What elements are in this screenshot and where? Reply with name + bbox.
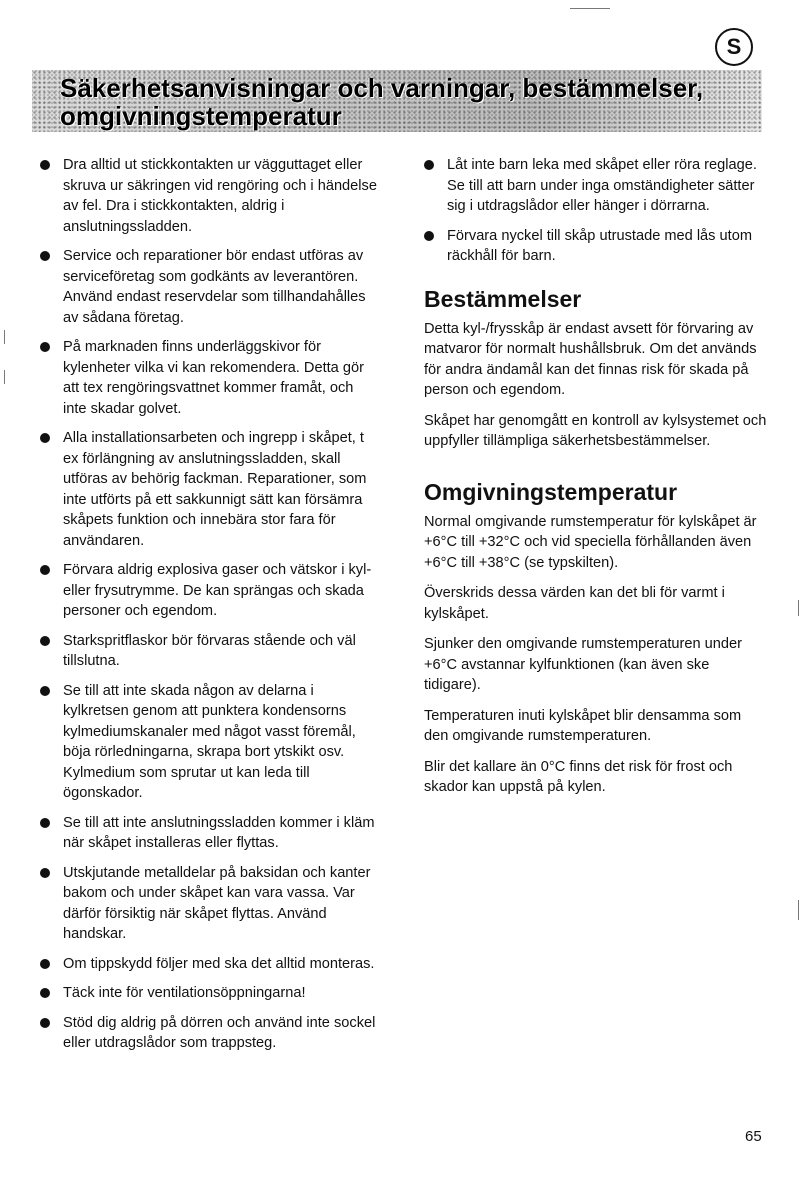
section-heading-omgivningstemperatur: Omgivningstemperatur	[424, 478, 678, 505]
list-item-text: Om tippskydd följer med ska det alltid monteras.	[63, 955, 375, 972]
bullet-icon	[40, 433, 50, 443]
list-item	[40, 1013, 380, 1054]
bullet-icon	[424, 231, 434, 241]
right-column	[424, 155, 769, 808]
bullet-icon	[40, 342, 50, 352]
bullet-icon	[40, 1018, 50, 1028]
list-item	[40, 983, 380, 1004]
list-item-text: Förvara aldrig explosiva gaser och vätskor i kyl- eller frysutrymme. De kan sprängas och skada personer och egendom.	[63, 562, 372, 619]
list-item	[424, 226, 769, 267]
scan-mark	[798, 900, 799, 920]
bullet-icon	[40, 686, 50, 696]
paragraph: Sjunker den omgivande rumstemperaturen under +6°C avstannar kylfunktionen (kan även ske tidigare).	[424, 636, 742, 693]
list-item-text: Låt inte barn leka med skåpet eller röra reglage. Se till att barn under inga omständigheter sätter sig i utdragslådor eller hänger i dörrarna.	[447, 157, 757, 214]
bullet-icon	[40, 959, 50, 969]
list-item	[40, 246, 380, 328]
paragraph: Överskrids dessa värden kan det bli för varmt i kylskåpet.	[424, 585, 725, 622]
list-item-text: Se till att inte anslutningssladden kommer i kläm när skåpet installeras eller flyttas.	[63, 814, 375, 851]
list-item	[424, 155, 769, 217]
bullet-icon	[424, 160, 434, 170]
list-item	[40, 337, 380, 419]
country-code-label: S	[726, 34, 742, 59]
paragraph: Blir det kallare än 0°C finns det risk för frost och skador kan uppstå på kylen.	[424, 758, 733, 795]
paragraph: Detta kyl-/frysskåp är endast avsett för förvaring av matvaror för normalt hushållsbruk. Om det används för andra ändamål kan det finnas risk för skada på person och egendom.	[424, 320, 757, 398]
list-item	[40, 155, 380, 237]
list-item	[40, 428, 380, 551]
list-item	[40, 863, 380, 945]
list-item	[40, 954, 380, 975]
list-item	[40, 560, 380, 622]
list-item-text: Se till att inte skada någon av delarna i kylkretsen genom att punktera kondensorns kylmediumskanaler med något vasst föremål, böja rörledningarna, skrapa bort ytskikt osv. Kylmedium som sprutar ut kan leda till ögonskador.	[63, 682, 356, 801]
list-item-text: Förvara nyckel till skåp utrustade med lås utom räckhåll för barn.	[447, 227, 752, 264]
page-title-line-1: Säkerhetsanvisningar och varningar, bestämmelser,	[60, 73, 704, 103]
country-code-badge	[715, 28, 753, 66]
scan-mark	[570, 8, 610, 9]
safety-bullet-list-right	[424, 155, 769, 267]
left-column	[40, 155, 380, 1063]
bullet-icon	[40, 565, 50, 575]
bullet-icon	[40, 636, 50, 646]
list-item-text: Starkspritflaskor bör förvaras stående och väl tillslutna.	[63, 632, 356, 669]
scan-mark	[798, 600, 799, 616]
scan-mark	[4, 330, 5, 344]
paragraph: Normal omgivande rumstemperatur för kylskåpet är +6°C till +32°C och vid speciella förhållanden även +6°C till +38°C (se typskilten).	[424, 513, 757, 571]
list-item	[40, 681, 380, 804]
bullet-icon	[40, 251, 50, 261]
list-item-text: Täck inte för ventilationsöppningarna!	[63, 985, 306, 1001]
list-item	[40, 813, 380, 854]
list-item	[40, 631, 380, 672]
list-item-text: Service och reparationer bör endast utföras av serviceföretag som godkänts av leverantören. Använd endast reservdelar som tillhandahålles av sådana företag.	[63, 248, 366, 326]
bullet-icon	[40, 868, 50, 878]
page-number: 65	[745, 1128, 762, 1145]
list-item-text: Dra alltid ut stickkontakten ur vägguttaget eller skruva ur säkringen vid rengöring och i händelse av fel. Dra i stickkontakten, aldrig i anslutningssladden.	[63, 157, 377, 235]
bullet-icon	[40, 988, 50, 998]
list-item-text: Alla installationsarbeten och ingrepp i skåpet, t ex förlängning av anslutningssladden, skall utföras av behörig fackman. Reparationer, som inte utförts på ett sakkunnigt sätt kan försämra skåpets funktion och innebära stor fara för användaren.	[63, 430, 367, 549]
bullet-icon	[40, 818, 50, 828]
list-item-text: Stöd dig aldrig på dörren och använd inte sockel eller utdragslådor som trappsteg.	[63, 1014, 376, 1051]
paragraph: Temperaturen inuti kylskåpet blir densamma som den omgivande rumstemperaturen.	[424, 707, 742, 744]
list-item-text: Utskjutande metalldelar på baksidan och kanter bakom och under skåpet kan vara vassa. Var därför försiktig när skåpet flyttas. Använd handskar.	[63, 864, 371, 942]
safety-bullet-list-left	[40, 155, 380, 1054]
section-heading-bestammelser: Bestämmelser	[424, 285, 582, 312]
paragraph: Skåpet har genomgått en kontroll av kylsystemet och uppfyller tillämpliga säkerhetsbestämmelser.	[424, 412, 767, 449]
scan-mark	[4, 370, 5, 384]
bullet-icon	[40, 160, 50, 170]
list-item-text: På marknaden finns underläggskivor för kylenheter vilka vi kan rekomendera. Detta gör att tex rengöringsvattnet kommer framåt, och inte skadar golvet.	[63, 339, 364, 417]
page-title-band	[32, 70, 762, 132]
page-title-line-2: omgivningstemperatur	[60, 101, 342, 131]
